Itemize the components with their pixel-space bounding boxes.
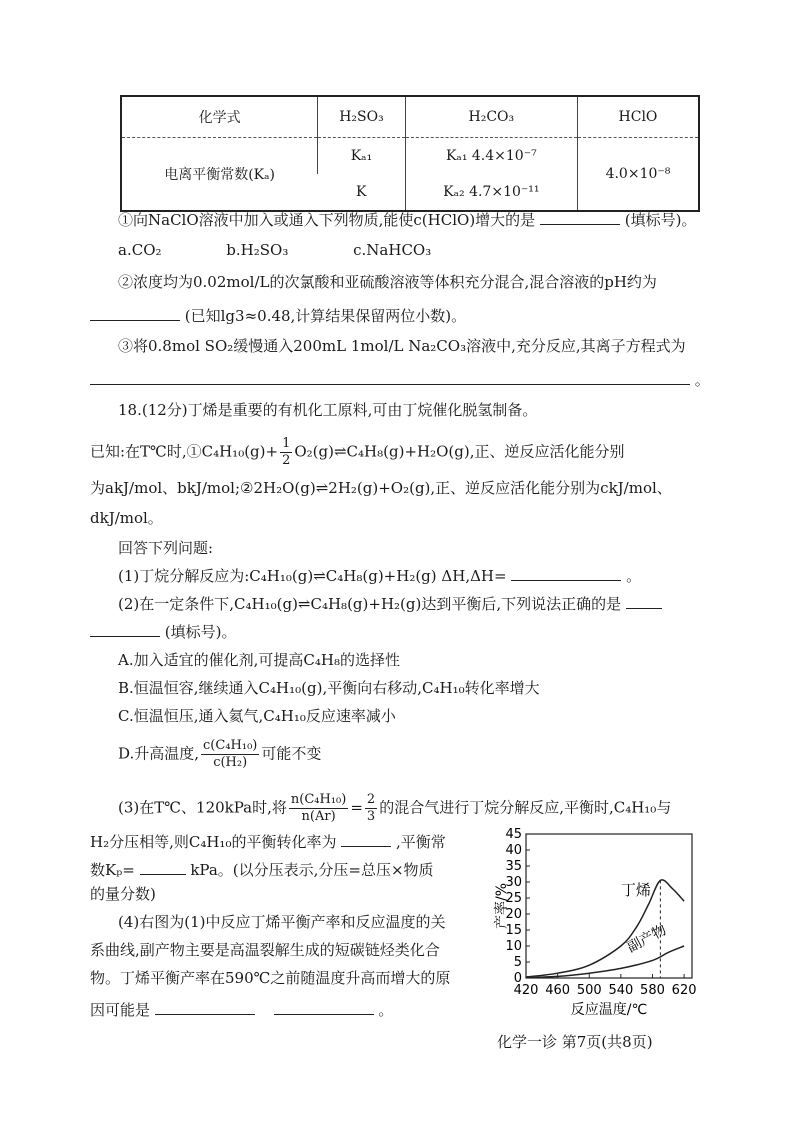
answer-blank[interactable]: [90, 368, 690, 385]
y-axis-label: 产率/%: [494, 882, 510, 930]
yield-temperature-chart: [470, 820, 710, 1030]
x-tick-label: 580: [640, 983, 665, 998]
y-tick-label: 5: [513, 955, 522, 970]
q18-sub4c: 物。丁烯平衡产率在590℃之前随温度升高而增大的原: [90, 969, 451, 987]
q18-sub3b: H₂分压相等,则C₄H₁₀的平衡转化率为 ,平衡常: [90, 830, 446, 852]
concentration-fraction: $\frac{\text{c(C₄H₁₀)}}{\text{c(H₂)}}$: [203, 738, 258, 770]
x-tick-label: 620: [671, 983, 697, 998]
q18-sub3d: 的量分数): [90, 885, 156, 903]
answer-blank[interactable]: [90, 620, 160, 637]
table-cell: K: [355, 184, 367, 200]
q18-sub2b: (填标号)。: [90, 620, 237, 642]
q17-part3-answer: 。: [90, 368, 710, 390]
page-footer: 化学一诊 第7页(共8页): [497, 1033, 653, 1051]
table-cell: Kₐ₁: [318, 138, 406, 175]
q18-known-2: 为akJ/mol、bkJ/mol;②2H₂O(g)⇌2H₂(g)+O₂(g),正、逆反应活化能分别为ckJ/mol、: [90, 479, 672, 497]
table-row-label: 电离平衡常数(Kₐ): [164, 167, 275, 183]
option-b: B.恒温恒容,继续通入C₄H₁₀(g),平衡向右移动,C₄H₁₀转化率增大: [118, 679, 540, 697]
answer-blank[interactable]: [511, 564, 621, 581]
q18-sub2: (2)在一定条件下,C₄H₁₀(g)⇌C₄H₈(g)+H₂(g)达到平衡后,下列说法正确的是: [118, 592, 662, 614]
y-tick-label: 20: [505, 907, 522, 922]
table-cell: Kₐ₁ 4.4×10⁻⁷: [405, 138, 577, 175]
q17-part1: ①向NaClO溶液中加入或通入下列物质,能使c(HClO)增大的是 (填标号)。: [118, 208, 696, 230]
answer-blank[interactable]: [140, 858, 186, 875]
plot-frame: [526, 834, 692, 978]
q18-sub4d: 因可能是 。: [90, 998, 393, 1020]
ionization-constant-table: [120, 95, 700, 212]
answer-blank[interactable]: [90, 304, 180, 321]
x-axis-label: 反应温度/℃: [570, 1002, 648, 1018]
y-tick-label: 10: [505, 939, 522, 954]
y-tick-label: 0: [513, 971, 522, 986]
q17-part3: ③将0.8mol SO₂缓慢通入200mL 1mol/L Na₂CO₃溶液中,充分反应,其离子方程式为: [118, 337, 686, 355]
series-label-butene: 丁烯: [620, 880, 651, 899]
series-label-byproduct: 副产物: [624, 922, 670, 956]
table-cell: 4.0×10⁻⁸: [577, 138, 699, 212]
q17-part2b: (已知lg3≈0.48,计算结果保留两位小数)。: [90, 304, 466, 326]
answer-blank[interactable]: [274, 998, 374, 1015]
y-tick-label: 45: [505, 827, 522, 842]
y-tick-label: 15: [505, 923, 522, 938]
q18-title: 18.(12分)丁烯是重要的有机化工原料,可由丁烷催化脱氢制备。: [118, 401, 538, 419]
q17-part2: ②浓度均为0.02mol/L的次氯酸和亚硫酸溶液等体积充分混合,混合溶液的pH约为: [118, 273, 657, 291]
ratio-fraction: $\frac{2}{3}$: [366, 792, 376, 824]
answer-blank[interactable]: [155, 998, 255, 1015]
q18-sub4a: (4)右图为(1)中反应丁烯平衡产率和反应温度的关: [118, 913, 446, 931]
table-header-cell: 化学式: [121, 96, 318, 138]
table-cell: Kₐ₂ 4.7×10⁻¹¹: [405, 174, 577, 211]
x-tick-label: 420: [513, 983, 539, 998]
y-tick-label: 25: [505, 891, 522, 906]
q17-options: a.CO₂ b.H₂SO₃ c.NaHCO₃: [118, 241, 432, 259]
table-header-cell: HClO: [577, 96, 699, 138]
mole-ratio-fraction: $\frac{\text{n(C₄H₁₀)}}{n(Ar)}$: [290, 792, 347, 824]
q18-sub3c: 数Kₚ= kPa。(以分压表示,分压=总压×物质: [90, 858, 434, 880]
q18-known-1: 已知:在T℃时,①C₄H₁₀(g)+ $\frac{1}{2}$ O₂(g)⇌C₄H₈(g)+H₂O(g),正、逆反应活化能分别: [90, 436, 625, 468]
q18-sub1: (1)丁烷分解反应为:C₄H₁₀(g)⇌C₄H₈(g)+H₂(g) ΔH,ΔH= 。: [118, 564, 641, 586]
y-tick-label: 40: [505, 843, 522, 858]
q18-known-3: dkJ/mol。: [90, 509, 163, 527]
answer-blank[interactable]: [540, 208, 620, 225]
q18-sub4b: 系曲线,副产物主要是高温裂解生成的短碳链烃类化合: [90, 941, 440, 959]
x-tick-label: 500: [576, 983, 602, 998]
y-tick-label: 30: [505, 875, 522, 890]
answer-blank[interactable]: [626, 592, 662, 609]
half-fraction: $\frac{1}{2}$: [282, 436, 291, 468]
q18-prompt: 回答下列问题:: [118, 539, 214, 557]
x-tick-label: 540: [608, 983, 634, 998]
table-header-cell: H₂SO₃: [318, 96, 406, 138]
answer-blank[interactable]: [341, 830, 391, 847]
option-c: C.恒温恒压,通入氦气,C₄H₁₀反应速率减小: [118, 707, 396, 725]
option-a: A.加入适宜的催化剂,可提高C₄H₈的选择性: [118, 651, 400, 669]
q18-sub3: (3)在T℃、120kPa时,将 $\frac{\text{n(C₄H₁₀)}}{n(Ar)}$ = $\frac{2}{3}$ 的混合气进行丁烷分解反应,平衡时,C₄H₁₀与: [118, 792, 672, 824]
table-header-cell: H₂CO₃: [405, 96, 577, 138]
option-d: D.升高温度, $\frac{\text{c(C₄H₁₀)}}{\text{c(H₂)}}$ 可能不变: [118, 738, 322, 770]
x-tick-label: 460: [545, 983, 571, 998]
y-tick-label: 35: [505, 859, 522, 874]
